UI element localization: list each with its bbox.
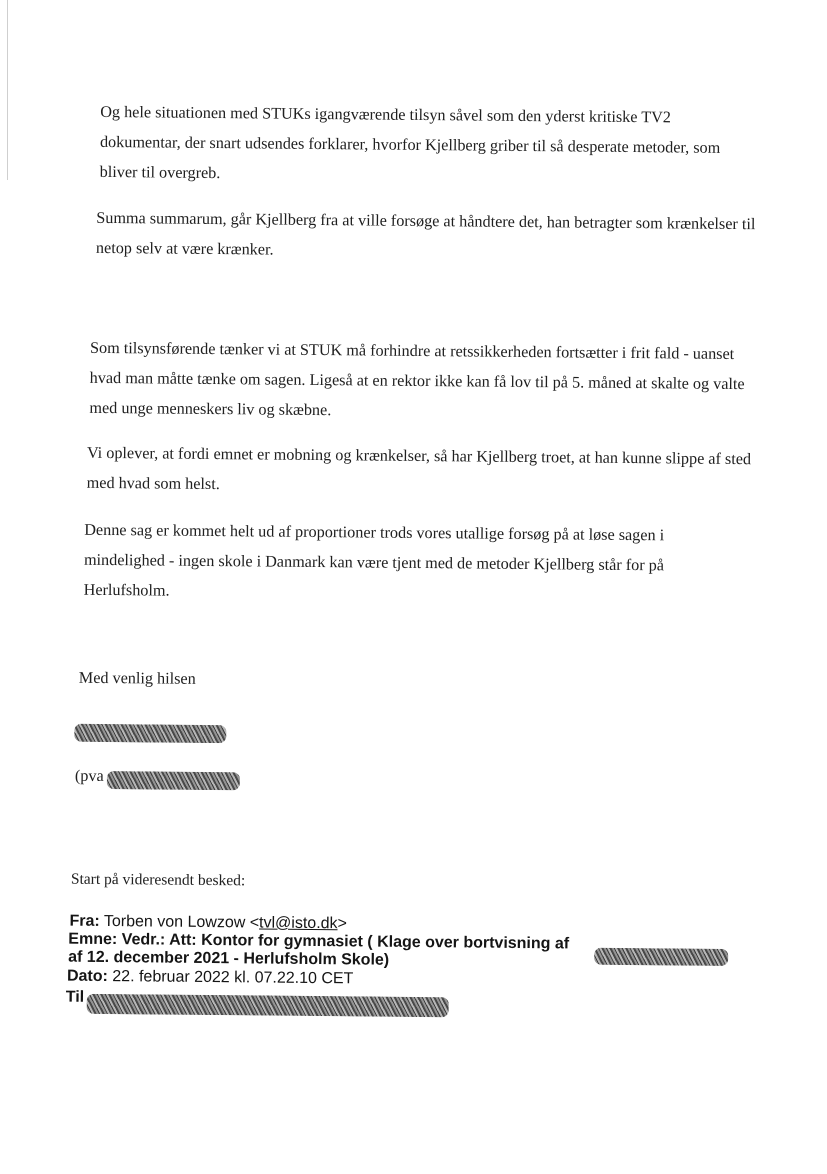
forwarded-message-intro: Start på videresendt besked: [70,870,246,890]
forwarded-to-line [66,989,85,1006]
paragraph-2: Summa summarum, går Kjellberg fra at ville forsøge at håndtere det, han betragter som krænkelser til netop selv at være krænker. [95,208,756,259]
date-value: 22. februar 2022 kl. 07.22.10 CET [112,968,354,988]
redacted-subject-name [594,948,728,966]
subject-label: Emne: [68,930,118,949]
from-email-link[interactable]: tvl@isto.dk [259,914,338,933]
paragraph-4: Vi oplever, at fordi emnet er mobning og krænkelser, så har Kjellberg troet, at han kunne slippe af sted med hvad som helst. [86,443,752,494]
paragraph-1: Og hele situationen med STUKs igangværende tilsyn såvel som den yderst kritiske TV2 dokumentar, der snart udsendes forklarer, hvorfor Kjellberg griber til så desperate metoder, som bliver til overgreb. [99,102,721,183]
date-label: Dato: [66,967,108,986]
forwarded-subject-line-2: af 12. december 2021 - Herlufsholm Skole) [68,948,390,969]
forwarded-date-line [67,968,354,988]
to-label: Til [65,988,85,1006]
redacted-recipients [87,994,449,1017]
from-email-close: > [337,915,348,933]
from-name: Torben von Lowzow < [103,912,260,932]
paragraph-3: Som tilsynsførende tænker vi at STUK må forhindre at retssikkerheden fortsætter i frit fald - uanset hvad man måtte tænke om sagen. Ligeså at en rektor ikke kan få lov til på 5. måned at skalte og valte med unge menneskers liv og skæbne. [89,338,745,420]
redacted-on-behalf-of [107,771,240,790]
closing-greeting: Med venlig hilsen [78,668,196,688]
on-behalf-of-prefix: (pva [74,766,104,785]
forwarded-from-line [69,913,347,933]
paragraph-5: Denne sag er kommet helt ud af proportioner trods vores utallige forsøg på at løse sagen i mindelighed - ingen skole i Danmark kan være tjent med de metoder Kjellberg står for på Herlufsholm. [83,520,665,600]
from-label: Fra: [69,912,100,930]
subject-text-1: Vedr.: Att: Kontor for gymnasiet ( Klage over bortvisning af [121,931,570,953]
redacted-signature-name [74,724,226,743]
